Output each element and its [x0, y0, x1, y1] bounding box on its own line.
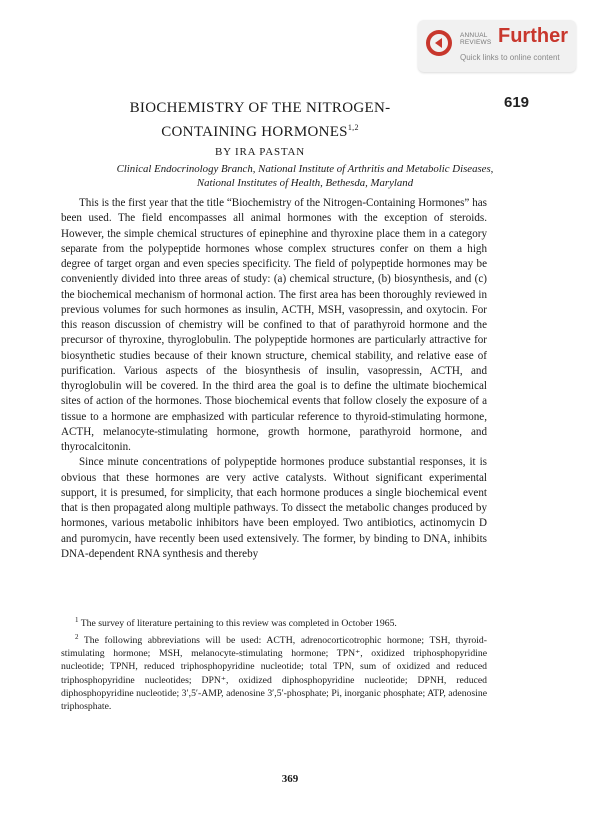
footnote-2-mark: 2	[75, 632, 79, 641]
title-line1: BIOCHEMISTRY OF THE NITROGEN-	[129, 100, 391, 116]
footnote-2-text: The following abbreviations will be used: ACTH, adrenocorticotrophic hormone; TSH, thyroid-stimulating hormone; MSH, melanocyte-stimulating hormone; TPN⁺, oxidized triphosphopyridine nucleotide; TPNH, reduced triphosphopyridine nucleotide; total TPN, sum of oxidized and reduced triphosphopyridine nucleotides; DPN⁺, oxidized diphosphopyridine nucleotide; DPNH, reduced diphosphopyridine nucleotide; 3′,5′-AMP, adenosine 3′,5′-phosphate; Pi, inorganic phosphate; ATP, adenosine triphosphate.	[61, 634, 487, 713]
footnote-1-text: The survey of literature pertaining to this review was completed in October 1965.	[78, 618, 397, 630]
title-footnote-refs: 1,2	[347, 123, 359, 132]
affiliation-line1: Clinical Endocrinology Branch, National Institute of Arthritis and Metabolic Diseases,	[116, 163, 494, 175]
paragraph-2: Since minute concentrations of polypeptide hormones produce substantial responses, it is obvious that these hormones are very active catalysts. Without significant experimental support, it is presumed, for simplicity, that each hormone produces a single biochemical event that is then propagated along multiple pathways. To dissect the metabolic changes produced by hormones, various metabolic inhibitors have been employed. Two antibiotics, actinomycin D and puromycin, have recently been used extensively. The former, by binding to DNA, inhibits DNA-dependent RNA synthesis and thereby	[61, 456, 487, 560]
affiliation-line2: National Institutes of Health, Bethesda, Maryland	[196, 177, 414, 189]
banner-subtitle: Quick links to online content	[460, 53, 560, 62]
further-banner[interactable]	[418, 20, 576, 72]
title-line2-text: CONTAINING HORMONES	[161, 124, 348, 140]
paragraph-1: This is the first year that the title “Biochemistry of the Nitrogen-Containing Hormones” has been used. The field encompasses all animal hormones with the exception of steroids. However, the simple chemical structures of epinephine and thyroxine place them in a category separate from the polypeptide hormones whose complex structures confer on them a high degree of target organ and even species specificity. The field of polypeptide hormones may be conveniently divided into three areas of study: (a) chemical structure, (b) biosynthesis, and (c) the biochemical mechanism of hormonal action. The first area has been thoroughly reviewed in previous volumes for such hormones as insulin, ACTH, MSH, vasopressin, and oxytocin. For this reason discussion of chemistry will be confined to that of parathyroid hormone and the precursor of thyroxine, thyroglobulin. The polypeptide hormones are particularly attractive for biosynthetic studies because of their known structure, chemical stability, and relative ease of purification. Various aspects of the biosynthesis of insulin, vasopressin, ACTH, and thyroglobulin will be covered. In the third area the goal is to define the ultimate biochemical sites of action of the hormones. Those biochemical events that follow closely the exposure of a tissue to a hormone are emphasized with particular reference to thyroid-stimulating hormone, ACTH, melanocyte-stimulating hormone, growth hormone, parathyroid hormone, and thyrocalcitonin.	[61, 197, 487, 453]
byline: BY IRA PASTAN	[214, 146, 305, 158]
folio: 369	[281, 773, 299, 785]
page-number: 619	[504, 94, 530, 111]
title-line2	[80, 118, 440, 142]
article-title	[80, 99, 440, 142]
footnotes	[61, 614, 487, 714]
brand-line2: REVIEWS	[460, 39, 492, 46]
article-body	[61, 196, 487, 562]
footnote-2	[61, 631, 487, 714]
footnote-1-mark: 1	[75, 616, 79, 624]
banner-title: Further	[498, 25, 568, 47]
brand-line1: ANNUAL	[460, 32, 488, 39]
footnote-1	[61, 614, 487, 631]
annual-reviews-logo-icon	[426, 30, 452, 56]
brand-label	[460, 32, 491, 46]
affiliation	[60, 162, 550, 190]
